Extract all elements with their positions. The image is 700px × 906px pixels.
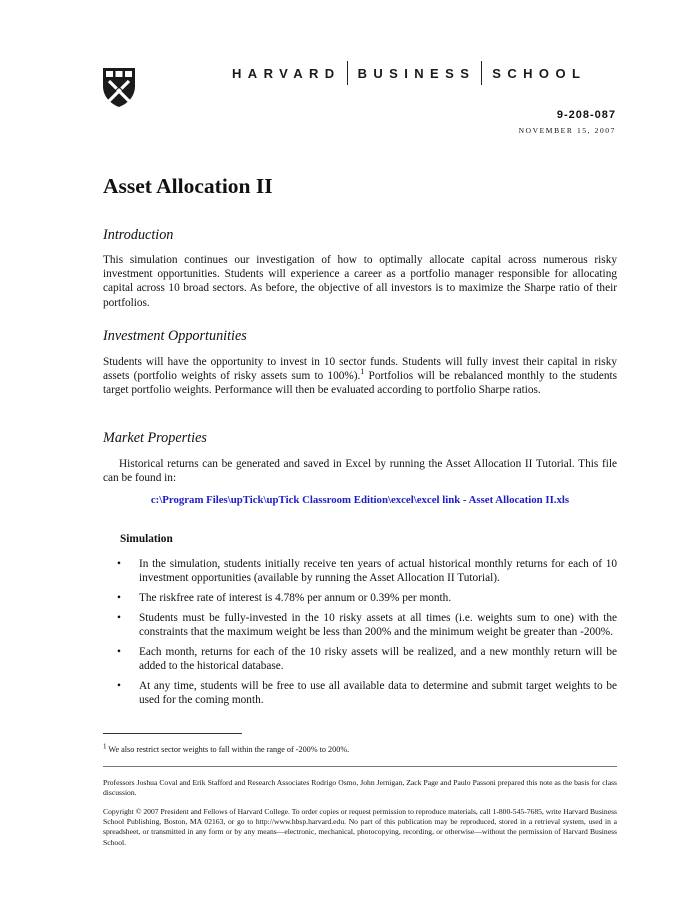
- list-item-text: The riskfree rate of interest is 4.78% per annum or 0.39% per month.: [139, 592, 452, 604]
- investment-text-a: Students will have the opportunity to invest in 10 sector funds. Students will fully invest their capital in risky assets (portfolio weights of risky assets sum to 100%).: [103, 356, 617, 383]
- introduction-paragraph: This simulation continues our investigation of how to optimally allocate capital across numerous risky investment opportunities. Students will experience a career as a portfolio manager responsible for allocating capital across 10 broad sectors. As before, the objective of all investors is to maximize the Sharpe ratio of their portfolios.: [103, 254, 617, 309]
- list-item: [117, 679, 617, 707]
- header-divider: [347, 61, 348, 85]
- list-item-text: Students must be fully-invested in the 10 risky assets at all times (i.e. weights sum to one) with the constraints that the maximum weight be less than 200% and the minimum weight be greater than -200%.: [139, 611, 617, 638]
- list-item-text: At any time, students will be free to use all available data to determine and submit target weights to be used for the coming month.: [139, 679, 617, 706]
- footnote-reference: 1: [360, 367, 365, 377]
- section-heading-market: Market Properties: [103, 430, 207, 446]
- file-path-link[interactable]: c:\Program Files\upTick\upTick Classroom Edition\excel\excel link - Asset Allocation II.xls: [150, 494, 570, 506]
- list-item: [117, 591, 617, 605]
- institution-header: [232, 62, 586, 84]
- header-harvard: HARVARD: [232, 65, 341, 81]
- list-item-text: Each month, returns for each of the 10 risky assets will be realized, and a new monthly return will be added to the historical database.: [139, 645, 617, 672]
- bullet-icon: •: [117, 679, 121, 692]
- list-item: [117, 611, 617, 639]
- bullet-icon: •: [117, 645, 121, 658]
- page-title: Asset Allocation II: [103, 174, 273, 198]
- list-item: [117, 557, 617, 585]
- header-school: SCHOOL: [492, 65, 587, 81]
- bullet-icon: •: [117, 558, 121, 570]
- credits-note: Professors Joshua Coval and Erik Stafford and Research Associates Rodrigo Osmo, John Jernigan, Zack Page and Paulo Passoni prepared this note as the basis for class discussion.: [103, 778, 617, 798]
- footer-divider: [103, 766, 617, 767]
- section-heading-investment: Investment Opportunities: [103, 328, 247, 344]
- bullet-icon: •: [117, 592, 121, 604]
- footnote-mark: 1: [103, 742, 107, 751]
- investment-paragraph: [103, 355, 617, 398]
- investment-text-b: Portfolios will be rebalanced monthly to the students target portfolio weights. Performance will then be evaluated according to portfolio Sharpe ratios.: [103, 370, 618, 397]
- list-item-text: In the simulation, students initially receive ten years of actual historical monthly returns for each of 10 investment opportunities (available by running the Asset Allocation II Tutorial).: [139, 558, 617, 585]
- copyright-notice: Copyright © 2007 President and Fellows of Harvard College. To order copies or request permission to reproduce materials, call 1-800-545-7685, write Harvard Business School Publishing, Boston, MA 02163, or go to http://www.hbsp.harvard.edu. No part of this publication may be reproduced, stored in a retrieval system, used in a spreadsheet, or transmitted in any form or by any means—electronic, mechanical, photocopying, recording, or otherwise—without the permission of Harvard Business School.: [103, 807, 617, 847]
- bullet-icon: •: [117, 611, 121, 624]
- footnote-text: We also restrict sector weights to fall within the range of -200% to 200%.: [106, 745, 350, 754]
- document-number: 9-208-087: [556, 109, 616, 121]
- market-paragraph: Historical returns can be generated and saved in Excel by running the Asset Allocation II Tutorial. This file can be found in:: [103, 458, 617, 485]
- section-heading-introduction: Introduction: [103, 227, 174, 243]
- list-item: [117, 645, 617, 673]
- document-date: NOVEMBER 15, 2007: [518, 126, 616, 135]
- footnote-rule: [103, 733, 242, 734]
- header-business: BUSINESS: [357, 65, 476, 81]
- footnote: [103, 742, 350, 754]
- header-divider: [481, 61, 482, 85]
- simulation-bullet-list: [117, 557, 617, 713]
- hbs-crest-logo: [101, 66, 137, 108]
- simulation-heading: Simulation: [120, 533, 173, 545]
